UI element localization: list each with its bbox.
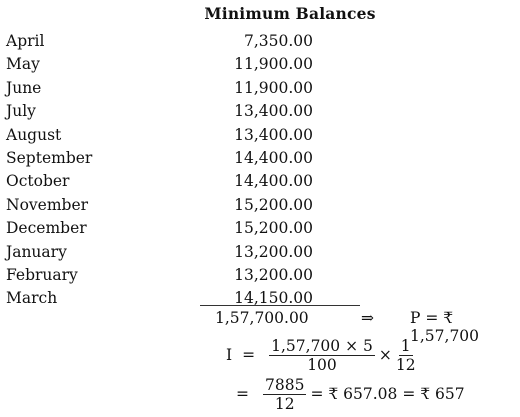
table-row xyxy=(6,124,326,147)
month-label: August xyxy=(6,125,62,144)
table-row xyxy=(6,100,326,123)
total-rule xyxy=(200,305,360,306)
month-label: May xyxy=(6,55,40,74)
balance-amount: 15,200.00 xyxy=(234,195,313,214)
fraction-denominator: 100 xyxy=(307,355,337,374)
balance-amount: 13,400.00 xyxy=(234,102,313,121)
balance-amount: 13,400.00 xyxy=(234,125,313,144)
fraction-denominator: 12 xyxy=(274,394,295,413)
times-sign: × xyxy=(378,346,392,364)
table-row xyxy=(6,264,326,287)
table-row xyxy=(6,241,326,264)
fraction-numerator: 7885 xyxy=(265,375,305,394)
balance-amount: 7,350.00 xyxy=(243,32,313,50)
table-row xyxy=(6,170,326,193)
month-label: January xyxy=(6,242,67,261)
month-label: April xyxy=(6,32,45,50)
balance-amount: 14,400.00 xyxy=(234,172,313,191)
month-label: March xyxy=(6,289,58,308)
fraction-numerator: 1 xyxy=(400,336,411,355)
interest-formula xyxy=(226,335,420,375)
balance-amount: 14,400.00 xyxy=(234,148,313,167)
result-value: = ₹ 657.08 = ₹ 657 xyxy=(310,385,465,403)
fraction-numerator: 1,57,700 × 5 xyxy=(271,336,373,355)
balance-amount: 11,900.00 xyxy=(234,55,313,74)
table-row xyxy=(6,287,326,310)
result-fraction xyxy=(263,376,306,413)
table-row xyxy=(6,147,326,170)
table-row xyxy=(6,30,326,53)
equals-sign: = xyxy=(242,346,256,364)
balance-amount: 14,150.00 xyxy=(234,289,313,308)
table-row xyxy=(6,194,326,217)
table-row xyxy=(6,77,326,100)
month-label: February xyxy=(6,265,78,284)
total-amount: 1,57,700.00 xyxy=(215,309,309,327)
interest-fraction xyxy=(269,337,375,374)
month-label: September xyxy=(6,148,93,167)
month-label: November xyxy=(6,195,89,214)
balance-amount: 13,200.00 xyxy=(234,265,313,284)
month-label: June xyxy=(6,78,42,97)
result-formula xyxy=(226,374,465,414)
principal-value: P = ₹ 1,57,700 xyxy=(410,309,480,345)
balance-amount: 13,200.00 xyxy=(234,242,313,261)
table-heading: Minimum Balances xyxy=(204,4,376,23)
equals-sign: = xyxy=(236,385,249,403)
month-label: October xyxy=(6,172,70,191)
balances-table xyxy=(6,30,326,311)
implies-arrow: ⇒ xyxy=(361,309,374,327)
table-row xyxy=(6,53,326,76)
interest-symbol: I xyxy=(226,346,233,364)
month-label: December xyxy=(6,219,87,238)
month-label: July xyxy=(6,102,36,121)
balance-amount: 11,900.00 xyxy=(234,78,313,97)
balance-amount: 15,200.00 xyxy=(234,219,313,238)
table-row xyxy=(6,217,326,240)
fraction-denominator: 12 xyxy=(395,355,416,374)
time-fraction xyxy=(396,337,416,374)
